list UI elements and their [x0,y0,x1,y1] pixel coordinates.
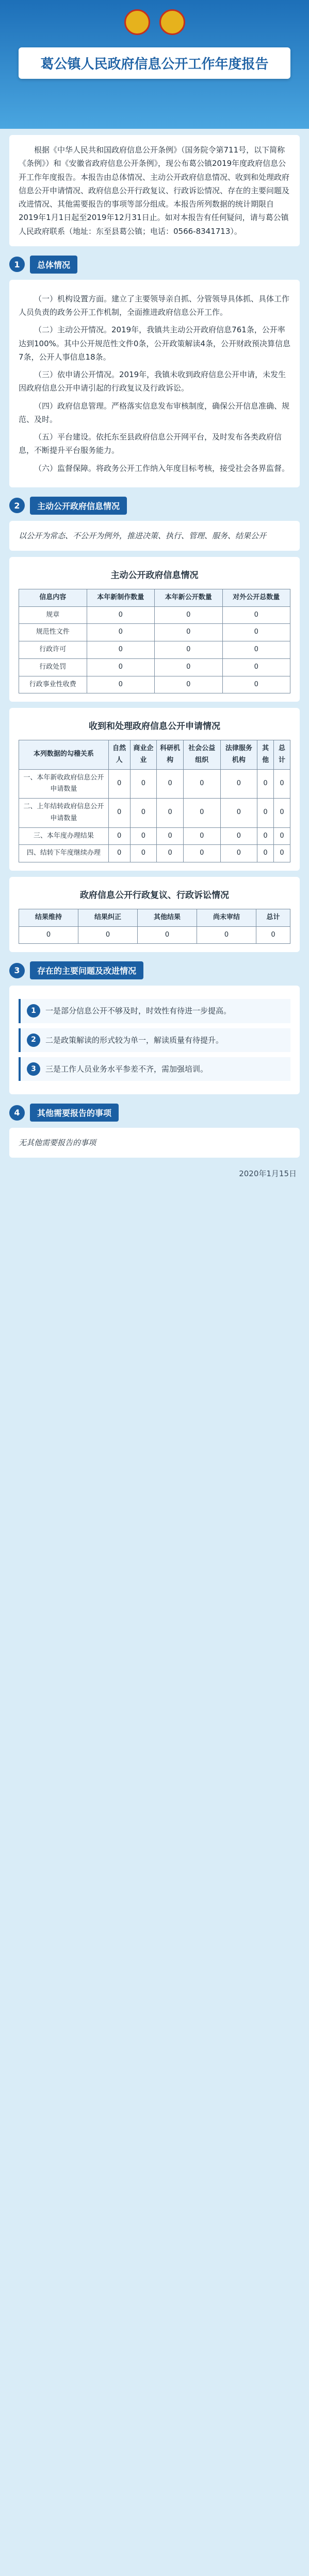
table-cell: 0 [220,827,257,845]
section-number: 3 [9,963,25,978]
table-cell: 0 [157,845,184,862]
issue-text: 三是工作人员业务水平参差不齐，需加强培训。 [45,1064,208,1074]
table2-title: 收到和处理政府信息公开申请情况 [89,721,220,732]
table-cell: 0 [155,641,223,659]
table-cell: 0 [19,926,78,944]
table-cell: 0 [108,799,130,828]
table-header: 对外公开总数量 [222,589,290,606]
table-cell: 0 [157,827,184,845]
issue-text: 一是部分信息公开不够及时，时效性有待进一步提高。 [45,1006,232,1016]
table-cell: 0 [87,624,155,641]
table-cell: 0 [257,769,274,799]
table-cell: 0 [78,926,138,944]
table-row [19,624,290,641]
overview-paragraph: （四）政府信息管理。严格落实信息发布审核制度，确保公开信息准确、规范、及时。 [19,401,290,424]
table-row [19,676,290,693]
table1-card [9,557,300,702]
table-row [19,769,290,799]
table-header: 法律服务机构 [220,740,257,770]
issue-item [19,999,290,1023]
table-header: 信息内容 [19,589,87,606]
table-cell: 0 [257,799,274,828]
table3-card [9,877,300,952]
table-cell: 0 [155,658,223,676]
intro-card [9,135,300,246]
table-cell: 0 [138,926,197,944]
table-cell: 规章 [19,606,87,624]
issue-number-icon: 1 [27,1004,40,1018]
quote-card [9,521,300,551]
table-cell: 0 [274,827,290,845]
section-header-issues [9,961,300,979]
table2-card [9,708,300,871]
table-row [19,827,290,845]
policy-quote: 以公开为常态、不公开为例外，推进决策、执行、管理、服务、结果公开 [19,531,267,540]
table-cell: 0 [108,827,130,845]
overview-paragraph: （一）机构设置方面。建立了主要领导亲自抓、分管领导具体抓、具体工作人员负责的政务公开工作机制，全面推进政府信息公开工作。 [19,294,290,317]
section-header-other [9,1104,300,1122]
table-cell: 0 [130,769,157,799]
table-cell: 0 [184,769,221,799]
table-cell: 一、本年新收政府信息公开申请数量 [19,769,109,799]
table-cell: 行政处罚 [19,658,87,676]
table-header: 结果维持 [19,909,78,926]
table-header: 总计 [256,909,290,926]
section-title: 主动公开政府信息情况 [30,497,127,515]
table-row [19,606,290,624]
table-cell: 0 [222,641,290,659]
table-cell: 0 [257,827,274,845]
issues-card [9,986,300,1094]
national-emblem-icon [159,9,185,35]
table-header: 尚未审结 [197,909,256,926]
table-cell: 0 [222,658,290,676]
table-cell: 0 [130,827,157,845]
table-header: 社会公益组织 [184,740,221,770]
table-header: 其他 [257,740,274,770]
table-row [19,845,290,862]
table-cell: 0 [157,799,184,828]
table-cell: 行政事业性收费 [19,676,87,693]
table-cell: 0 [155,606,223,624]
page-title: 葛公镇人民政府信息公开工作年度报告 [19,47,290,79]
table-cell: 0 [184,799,221,828]
table-cell: 0 [222,606,290,624]
issue-text: 二是政策解读的形式较为单一，解读质量有待提升。 [45,1035,224,1045]
table-cell: 0 [108,769,130,799]
table-cell: 0 [220,769,257,799]
table-cell: 0 [108,845,130,862]
table-cell: 二、上年结转政府信息公开申请数量 [19,799,109,828]
report-date: 2020年1月15日 [239,1169,297,1179]
table-cell: 0 [87,676,155,693]
table-cell: 0 [197,926,256,944]
table-header: 本列数据的勾稽关系 [19,740,109,770]
table-cell: 0 [155,624,223,641]
table-header: 科研机构 [157,740,184,770]
table-cell: 0 [274,799,290,828]
issue-item [19,1028,290,1052]
table-cell: 0 [220,845,257,862]
overview-paragraph: （五）平台建设。依托东至县政府信息公开网平台，及时发布各类政府信息，不断提升平台服务能力。 [19,432,282,455]
table-header: 商业企业 [130,740,157,770]
table-cell: 0 [274,769,290,799]
table-cell: 0 [222,676,290,693]
table1-title: 主动公开政府信息情况 [110,570,199,581]
table-cell: 0 [274,845,290,862]
table-header: 其他结果 [138,909,197,926]
table-header: 本年新制作数量 [87,589,155,606]
overview-paragraph: （二）主动公开情况。2019年，我镇共主动公开政府信息761条，公开率达到100%。其中公开规范性文件0条，公开政策解读4条，公开财政预决算信息7条，公开人事信息18条。 [19,325,290,362]
table-header: 结果纠正 [78,909,138,926]
table-cell: 四、结转下年度继续办理 [19,845,109,862]
table-cell: 0 [184,845,221,862]
table-cell: 行政许可 [19,641,87,659]
table-cell: 三、本年度办理结果 [19,827,109,845]
table-cell: 0 [184,827,221,845]
disclosure-table [19,589,290,694]
table-cell: 0 [155,676,223,693]
section-header-overview [9,256,300,274]
table-row [19,641,290,659]
table-cell: 0 [220,799,257,828]
other-card [9,1128,300,1158]
table-cell: 0 [87,641,155,659]
section-title: 存在的主要问题及改进情况 [30,961,143,979]
table-header: 自然人 [108,740,130,770]
section-title: 总体情况 [30,256,77,274]
review-table [19,909,290,944]
issue-item [19,1057,290,1081]
table-cell: 规范性文件 [19,624,87,641]
table-row [19,926,290,944]
table-header: 本年新公开数量 [155,589,223,606]
table3-title: 政府信息公开行政复议、行政诉讼情况 [80,890,229,901]
section-number: 2 [9,498,25,513]
party-emblem-icon [124,9,150,35]
table-cell: 0 [257,845,274,862]
overview-paragraph: （三）依申请公开情况。2019年，我镇未收到政府信息公开申请，未发生因政府信息公开申请引起的行政复议及行政诉讼。 [19,370,286,393]
overview-paragraph: （六）监督保障。将政务公开工作纳入年度目标考核，接受社会各界监督。 [34,463,290,473]
intro-text: 根据《中华人民共和国政府信息公开条例》（国务院令第711号，以下简称《条例》）和《安徽省政府信息公开条例》，现公布葛公镇2019年度政府信息公开工作年度报告。本报告由总体情况、主动公开政府信息情况、收到和处理政府信息公开申请情况、政府信息公开行政复议、行政诉讼情况、存在的主要问题及改进情况、其他需要报告的事项等部分组成。本报告所列数据的统计期限自2019年1月1日起至2019年12月31日止。如对本报告有任何疑问，请与葛公镇人民政府联系（地址：东至县葛公镇；电话：0566-8341713）。 [19,145,290,236]
overview-card [9,280,300,487]
application-table [19,740,290,862]
section-number: 4 [9,1105,25,1121]
table-cell: 0 [256,926,290,944]
section-number: 1 [9,257,25,272]
issue-number-icon: 3 [27,1062,40,1076]
section-title: 其他需要报告的事项 [30,1104,119,1122]
table-cell: 0 [87,658,155,676]
header-banner [0,0,309,129]
table-row [19,799,290,828]
table-cell: 0 [87,606,155,624]
table-cell: 0 [130,799,157,828]
table-header: 总计 [274,740,290,770]
table-cell: 0 [130,845,157,862]
table-row [19,658,290,676]
issue-number-icon: 2 [27,1033,40,1047]
emblem-row [0,9,309,35]
table-cell: 0 [157,769,184,799]
section-header-disclosure [9,497,300,515]
other-text: 无其他需要报告的事项 [19,1138,96,1147]
table-cell: 0 [222,624,290,641]
